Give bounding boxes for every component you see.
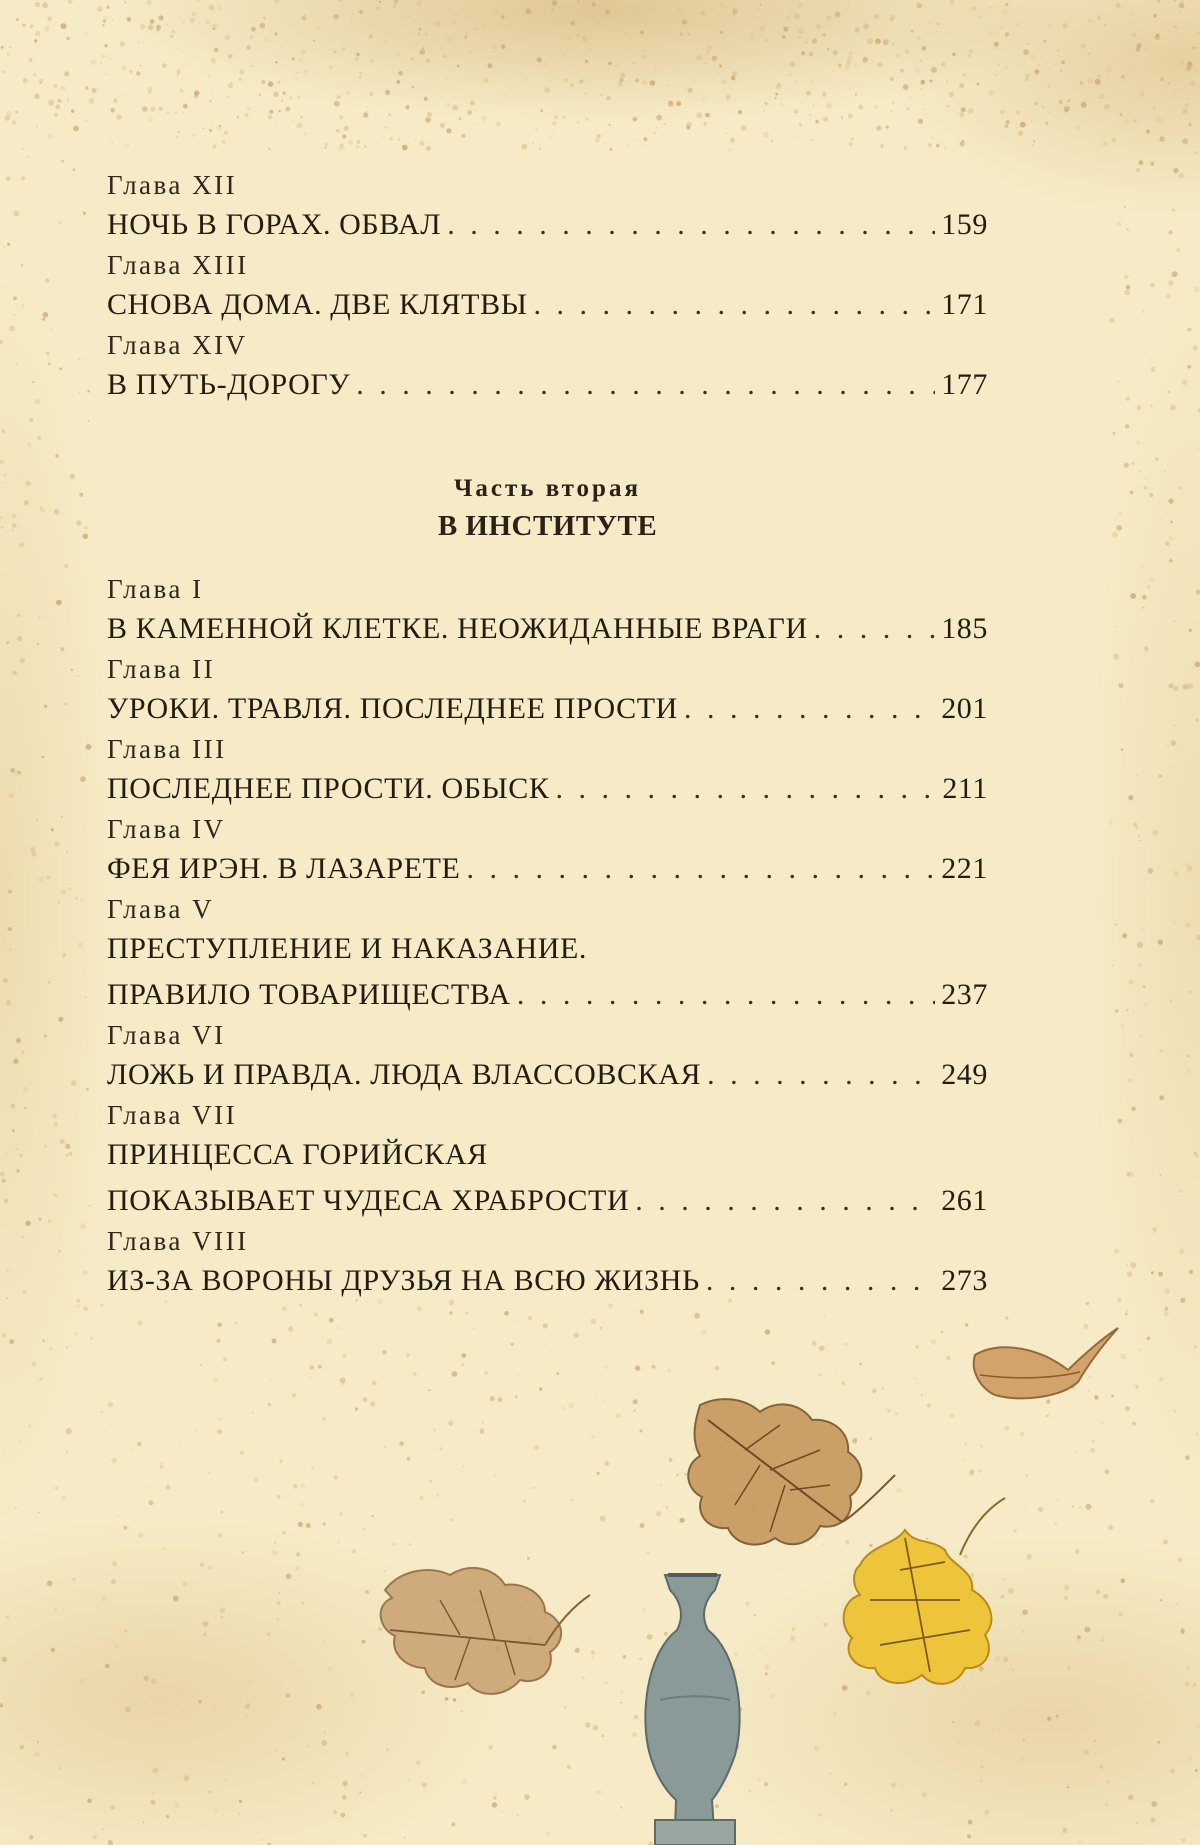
chapter-title: НОЧЬ В ГОРАХ. ОБВАЛ: [107, 208, 442, 241]
dot-leader: [466, 846, 935, 892]
chapter-title: В КАМЕННОЙ КЛЕТКЕ. НЕОЖИДАННЫЕ ВРАГИ: [107, 612, 808, 645]
chapter-title-row: [107, 362, 988, 408]
autumn-illustration: [0, 1300, 1200, 1845]
vase-icon: [645, 1575, 739, 1845]
page-number: 249: [941, 1058, 988, 1091]
toc-entry-xiv[interactable]: [107, 328, 988, 408]
chapter-title-row: [107, 202, 988, 248]
toc-entry-iii[interactable]: [107, 732, 988, 812]
chapter-label: Глава VI: [107, 1020, 226, 1050]
dot-leader: [707, 1052, 935, 1098]
maple-leaf-icon: [844, 1498, 1005, 1684]
dot-leader: [533, 282, 935, 328]
chapter-label: Глава I: [107, 574, 204, 604]
oak-leaf-icon: [688, 1399, 895, 1544]
chapter-title: В ПУТЬ-ДОРОГУ: [107, 368, 351, 401]
page-number: 211: [942, 772, 988, 805]
toc-entry-i[interactable]: [107, 572, 988, 652]
page-number: 185: [941, 612, 988, 645]
chapter-label: Глава XII: [107, 170, 238, 200]
dot-leader: [356, 362, 935, 408]
chapter-title: ПОСЛЕДНЕЕ ПРОСТИ. ОБЫСК: [107, 772, 550, 805]
chapter-label: Глава XIV: [107, 330, 248, 360]
table-of-contents: [107, 168, 988, 1304]
chapter-label: Глава III: [107, 734, 227, 764]
toc-entry-vi[interactable]: [107, 1018, 988, 1098]
page-number: 159: [941, 208, 988, 241]
chapter-title: ПРАВИЛО ТОВАРИЩЕСТВА: [107, 978, 511, 1011]
chapter-title-row: [107, 846, 988, 892]
page-number: 237: [941, 978, 988, 1011]
toc-entry-ii[interactable]: [107, 652, 988, 732]
chapter-title-row: [107, 282, 988, 328]
chapter-label: Глава V: [107, 894, 215, 924]
dot-leader: [706, 1258, 935, 1304]
chapter-label: Глава IV: [107, 814, 226, 844]
chapter-title-row: [107, 766, 988, 812]
part-label: Часть вторая: [454, 475, 641, 502]
chapter-label: Глава II: [107, 654, 216, 684]
dot-leader: [635, 1178, 935, 1224]
feather-leaf-icon: [974, 1328, 1118, 1398]
chapter-title-line1: ПРЕСТУПЛЕНИЕ И НАКАЗАНИЕ.: [107, 932, 588, 965]
dot-leader: [517, 972, 935, 1018]
chapter-title: УРОКИ. ТРАВЛЯ. ПОСЛЕДНЕЕ ПРОСТИ: [107, 692, 678, 725]
toc-entry-v[interactable]: [107, 892, 988, 1018]
page-number: 177: [941, 368, 988, 401]
chapter-title-line1: ПРИНЦЕССА ГОРИЙСКАЯ: [107, 1138, 488, 1171]
page-number: 273: [941, 1264, 988, 1297]
part-title: В ИНСТИТУТЕ: [437, 510, 658, 542]
chapter-title: ИЗ-ЗА ВОРОНЫ ДРУЗЬЯ НА ВСЮ ЖИЗНЬ: [107, 1264, 700, 1297]
chapter-title-row: [107, 606, 988, 652]
chapter-title: ФЕЯ ИРЭН. В ЛАЗАРЕТЕ: [107, 852, 461, 885]
chapter-title: СНОВА ДОМА. ДВЕ КЛЯТВЫ: [107, 288, 528, 321]
toc-entry-xiii[interactable]: [107, 248, 988, 328]
chapter-title-row: [107, 1258, 988, 1304]
part-heading: [107, 472, 988, 546]
page-number: 221: [941, 852, 988, 885]
dot-leader: [684, 686, 935, 732]
chapter-title: ЛОЖЬ И ПРАВДА. ЛЮДА ВЛАССОВСКАЯ: [107, 1058, 702, 1091]
chapter-title-row: [107, 686, 988, 732]
toc-entry-vii[interactable]: [107, 1098, 988, 1224]
chapter-label: Глава VIII: [107, 1226, 249, 1256]
page-number: 261: [941, 1184, 988, 1217]
chapter-title-row: [107, 1052, 988, 1098]
toc-entry-viii[interactable]: [107, 1224, 988, 1304]
chapter-label: Глава VII: [107, 1100, 238, 1130]
chapter-label: Глава XIII: [107, 250, 249, 280]
oak-leaf-icon: [381, 1568, 590, 1694]
chapter-title: ПОКАЗЫВАЕТ ЧУДЕСА ХРАБРОСТИ: [107, 1184, 630, 1217]
toc-entry-xii[interactable]: [107, 168, 988, 248]
chapter-title-row: [107, 972, 988, 1018]
page-number: 201: [941, 692, 988, 725]
chapter-title-row: [107, 1178, 988, 1224]
dot-leader: [447, 202, 935, 248]
page-number: 171: [941, 288, 988, 321]
dot-leader: [556, 766, 937, 812]
dot-leader: [814, 606, 935, 652]
toc-entry-iv[interactable]: [107, 812, 988, 892]
